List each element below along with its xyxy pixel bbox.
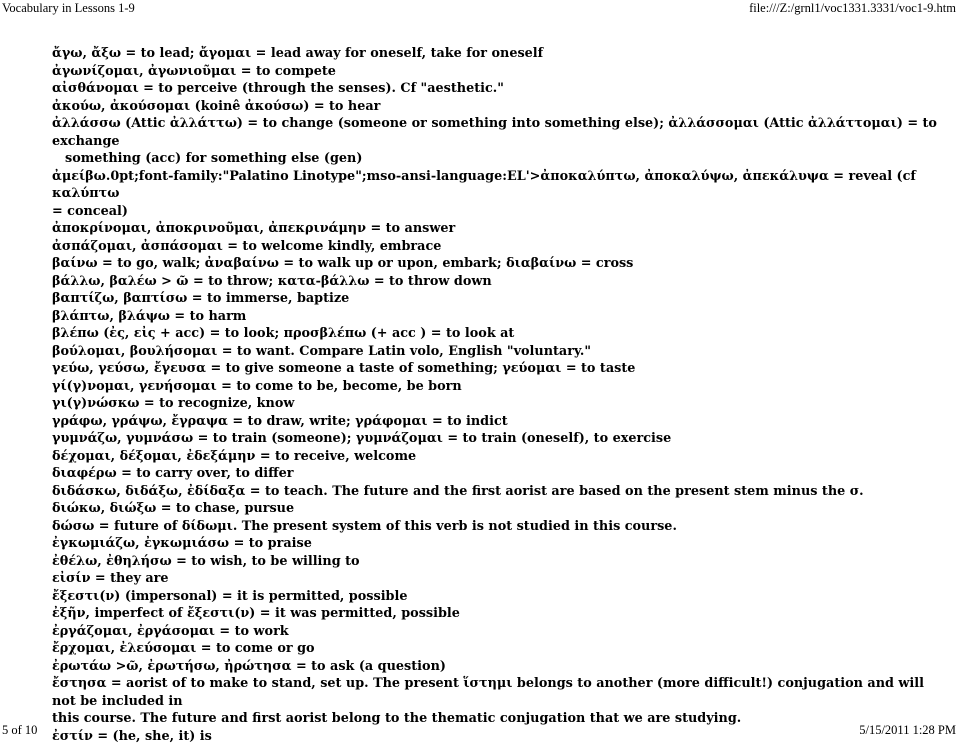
vocab-entry: ἐξῆν, imperfect of ἔξεστι(ν) = it was permitted, possible [52, 605, 947, 623]
vocab-entry: ἐργάζομαι, ἐργάσομαι = to work [52, 623, 947, 641]
vocab-entry: διαφέρω = to carry over, to differ [52, 465, 947, 483]
vocab-entry: γυμνάζω, γυμνάσω = to train (someone); γυμνάζομαι = to train (oneself), to exercise [52, 430, 947, 448]
vocab-entry: ἐστίν = (he, she, it) is [52, 728, 947, 745]
vocab-entry: γεύω, γεύσω, ἔγευσα = to give someone a taste of something; γεύομαι = to taste [52, 360, 947, 378]
vocab-entry: ἀμείβω.0pt;font-family:"Palatino Linotype";mso-ansi-language:EL'>ἀποκαλύπτω, ἀποκαλύψω, ἀπεκάλυψα = reveal (cf καλύπτω [52, 168, 947, 203]
vocab-entry-continuation: this course. The future and first aorist belong to the thematic conjugation that we are studying. [52, 710, 947, 728]
page-header-url: file:///Z:/grnl1/voc1331.3331/voc1-9.htm [749, 1, 956, 16]
vocab-entry-continuation: = conceal) [52, 203, 947, 221]
vocab-entry: ἀποκρίνομαι, ἀποκρινοῦμαι, ἀπεκρινάμην = to answer [52, 220, 947, 238]
vocab-entry: βαίνω = to go, walk; ἀναβαίνω = to walk up or upon, embark; διαβαίνω = cross [52, 255, 947, 273]
page-footer-page-number: 5 of 10 [2, 723, 37, 738]
vocab-entry: δέχομαι, δέξομαι, ἐδεξάμην = to receive, welcome [52, 448, 947, 466]
vocab-entry: ἄγω, ἄξω = to lead; ἄγομαι = lead away for oneself, take for oneself [52, 45, 947, 63]
vocab-entry: ἔξεστι(ν) (impersonal) = it is permitted, possible [52, 588, 947, 606]
page-header-title: Vocabulary in Lessons 1-9 [2, 1, 135, 16]
vocab-entry: ἐρωτάω >ῶ, ἐρωτήσω, ἠρώτησα = to ask (a question) [52, 658, 947, 676]
vocab-entry: βούλομαι, βουλήσομαι = to want. Compare Latin volo, English "voluntary." [52, 343, 947, 361]
vocab-entry: βλάπτω, βλάψω = to harm [52, 308, 947, 326]
vocab-entry: διώκω, διώξω = to chase, pursue [52, 500, 947, 518]
vocab-entry: βαπτίζω, βαπτίσω = to immerse, baptize [52, 290, 947, 308]
vocab-entry: διδάσκω, διδάξω, ἐδίδαξα = to teach. The future and the first aorist are based on the present stem minus the σ. [52, 483, 947, 501]
vocab-entry: βλέπω (ἐς, εἰς + acc) = to look; προσβλέπω (+ acc ) = to look at [52, 325, 947, 343]
vocab-entry: ἐθέλω, ἐθηλήσω = to wish, to be willing to [52, 553, 947, 571]
vocab-entry: αἰσθάνομαι = to perceive (through the senses). Cf "aesthetic." [52, 80, 947, 98]
vocab-entry-continuation: something (acc) for something else (gen) [52, 150, 947, 168]
vocab-entry: εἰσίν = they are [52, 570, 947, 588]
vocab-entry: ἀκούω, ἀκούσομαι (koinê ἀκούσω) = to hear [52, 98, 947, 116]
vocab-entry: ἀγωνίζομαι, ἀγωνιοῦμαι = to compete [52, 63, 947, 81]
vocab-entry: ἐγκωμιάζω, ἐγκωμιάσω = to praise [52, 535, 947, 553]
vocab-entry: γι(γ)νώσκω = to recognize, know [52, 395, 947, 413]
vocab-entry: βάλλω, βαλέω > ῶ = to throw; κατα-βάλλω = to throw down [52, 273, 947, 291]
vocab-entry: γράφω, γράψω, ἔγραψα = to draw, write; γράφομαι = to indict [52, 413, 947, 431]
vocabulary-list [52, 45, 947, 745]
vocab-entry: ἀλλάσσω (Attic ἀλλάττω) = to change (someone or something into something else); ἀλλάσσομαι (Attic ἀλλάττομαι) = to exchange [52, 115, 947, 150]
page-footer-datetime: 5/15/2011 1:28 PM [859, 723, 956, 738]
vocab-entry: ἔστησα = aorist of to make to stand, set up. The present ἵστημι belongs to another (more difficult!) conjugation and will not be included in [52, 675, 947, 710]
vocab-entry: ἔρχομαι, ἐλεύσομαι = to come or go [52, 640, 947, 658]
vocab-entry: δώσω = future of δίδωμι. The present system of this verb is not studied in this course. [52, 518, 947, 536]
vocab-entry: ἀσπάζομαι, ἀσπάσομαι = to welcome kindly, embrace [52, 238, 947, 256]
vocab-entry: γί(γ)νομαι, γενήσομαι = to come to be, become, be born [52, 378, 947, 396]
